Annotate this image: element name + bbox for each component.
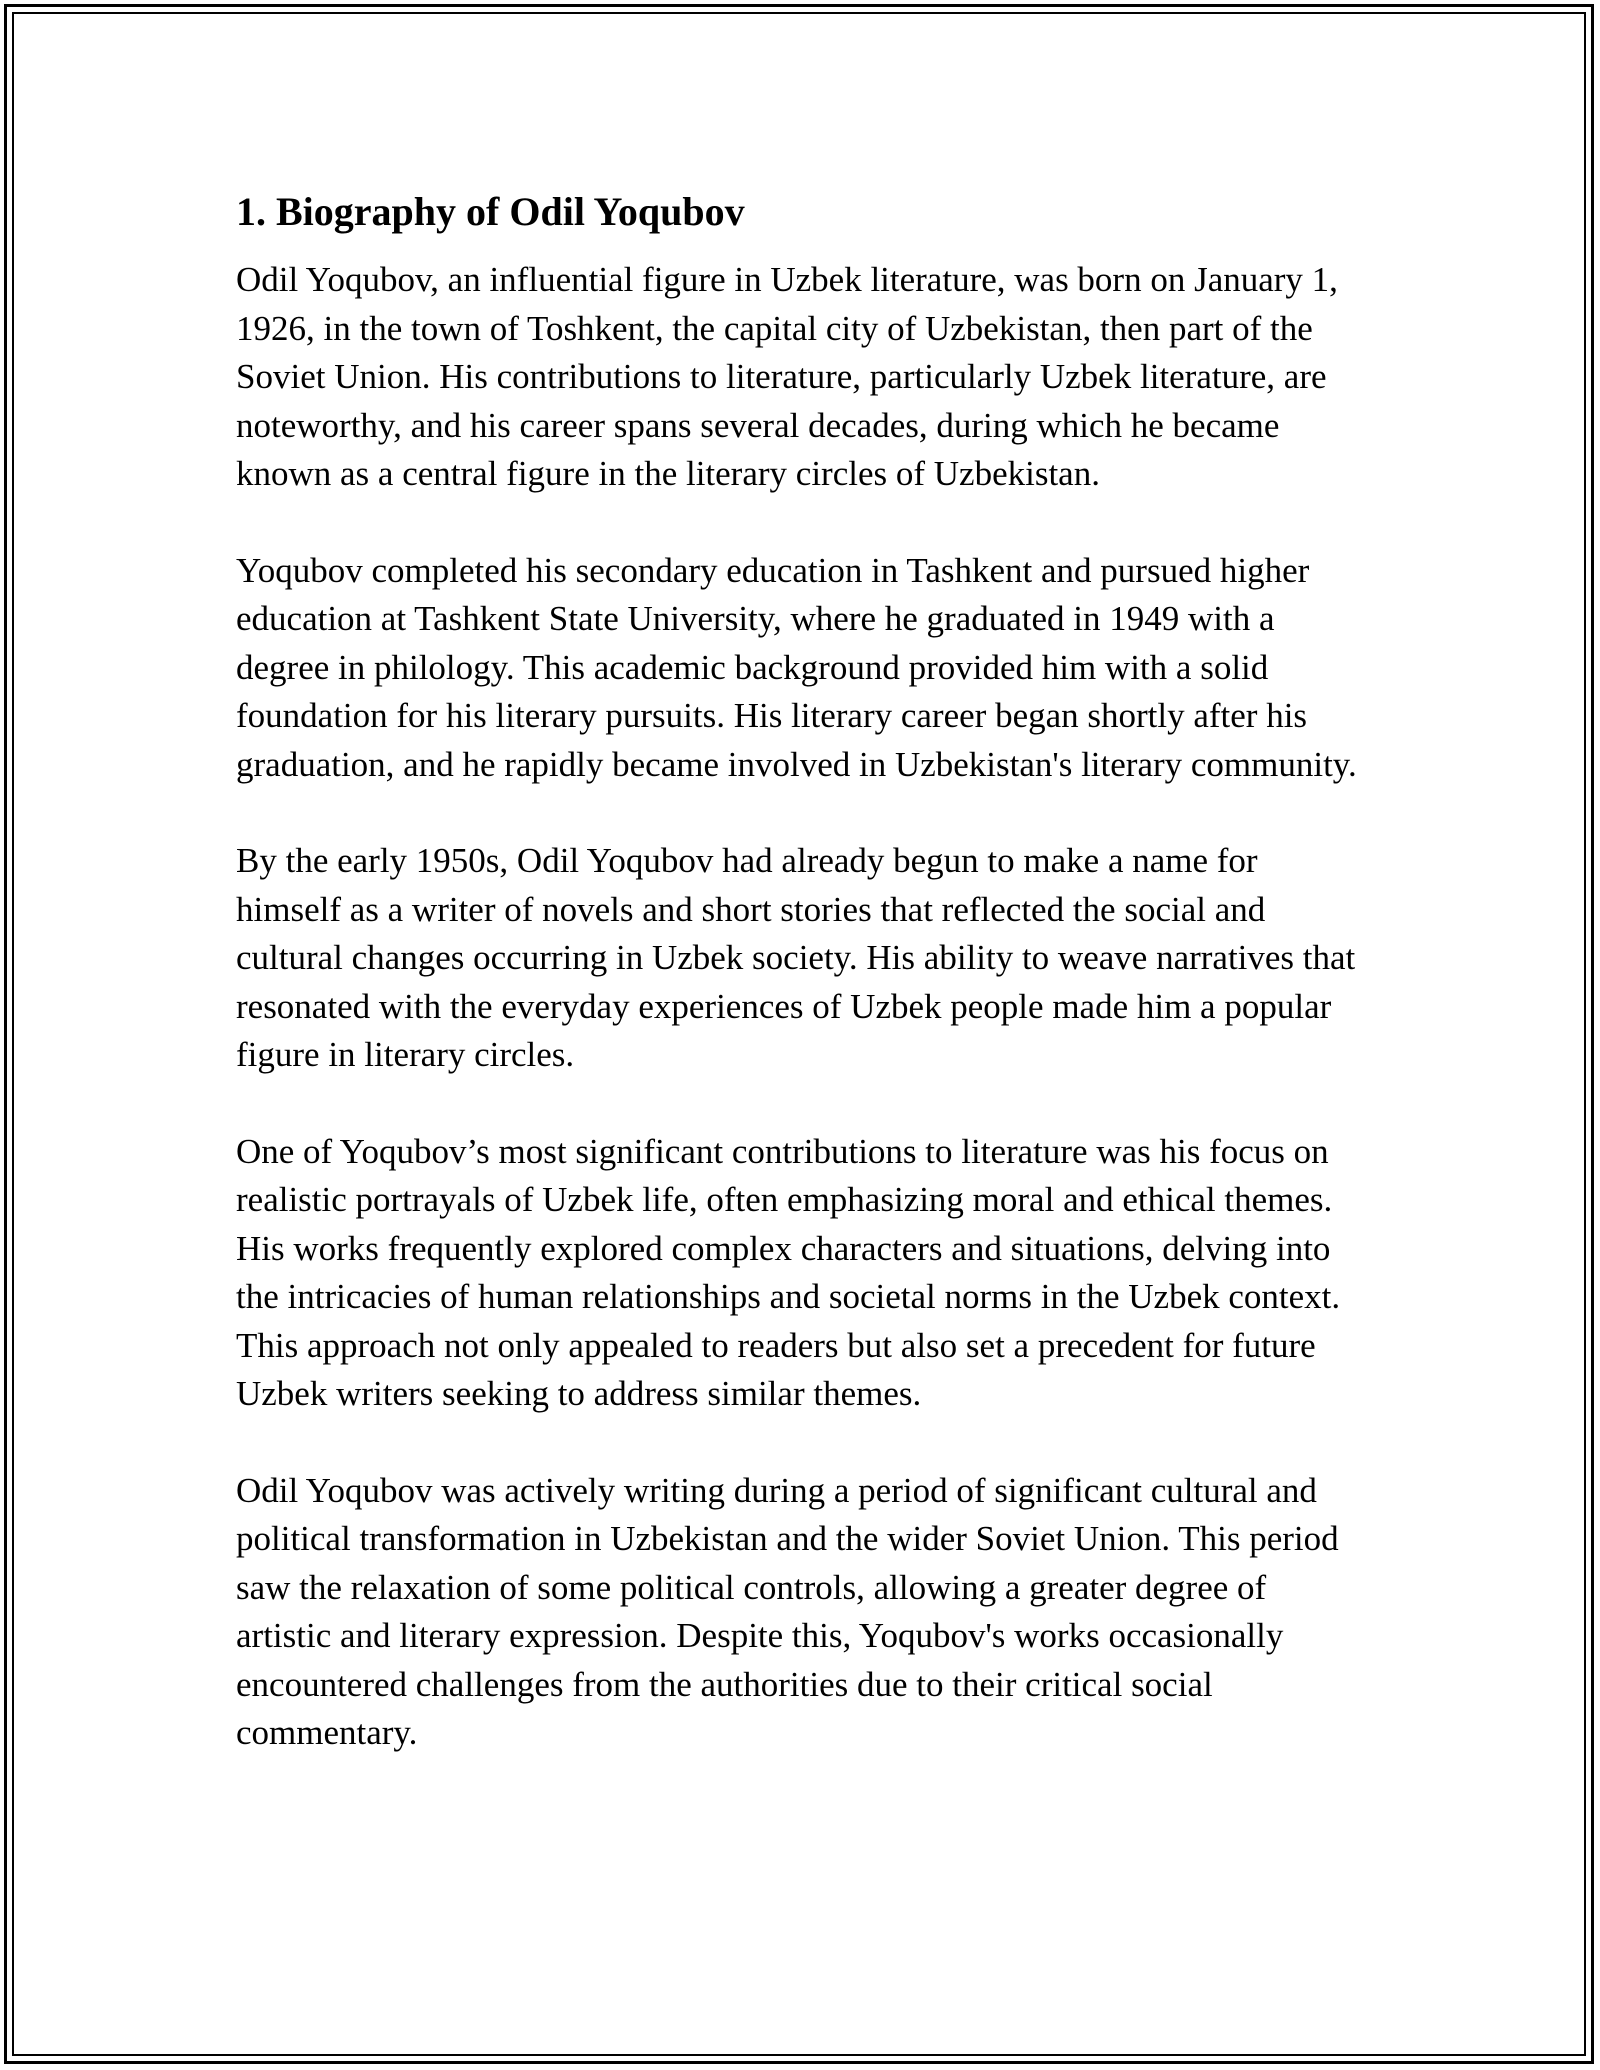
paragraph-political-context: Odil Yoqubov was actively writing during a period of significant cultural and political transformation in Uzbekistan and the wider Soviet Union. This period saw the relaxation of some political controls, allowing a greater degree of artistic and literary expression. Despite this, Yoqubov's works occasionally encountered challenges from the authorities due to their critical social commentary.	[236, 1470, 1339, 1752]
paragraph-birth: Odil Yoqubov, an influential figure in Uzbek literature, was born on January 1, 1926, in the town of Toshkent, the capital city of Uzbekistan, then part of the Soviet Union. His contributions to literature, particularly Uzbek literature, are noteworthy, and his career spans several decades, during which he became known as a central figure in the literary circles of Uzbekistan.	[236, 260, 1338, 493]
paragraph-contributions: One of Yoqubov’s most significant contributions to literature was his focus on realistic portrayals of Uzbek life, often emphasizing moral and ethical themes. His works frequently explored complex characters and situations, delving into the intricacies of human relationships and societal norms in the Uzbek context. This approach not only appealed to readers but also set a precedent for future Uzbek writers seeking to address similar themes.	[236, 1131, 1341, 1413]
document-body	[236, 182, 1366, 1758]
paragraph-early-career: By the early 1950s, Odil Yoqubov had already begun to make a name for himself as a writer of novels and short stories that reflected the social and cultural changes occurring in Uzbek society. His ability to weave narratives that resonated with the everyday experiences of Uzbek people made him a popular figure in literary circles.	[236, 841, 1356, 1074]
section-heading: 1. Biography of Odil Yoqubov	[236, 189, 745, 234]
paragraph-education: Yoqubov completed his secondary education in Tashkent and pursued higher education at Tashkent State University, where he graduated in 1949 with a degree in philology. This academic background provided him with a solid foundation for his literary pursuits. His literary career began shortly after his graduation, and he rapidly became involved in Uzbekistan's literary community.	[236, 550, 1357, 784]
